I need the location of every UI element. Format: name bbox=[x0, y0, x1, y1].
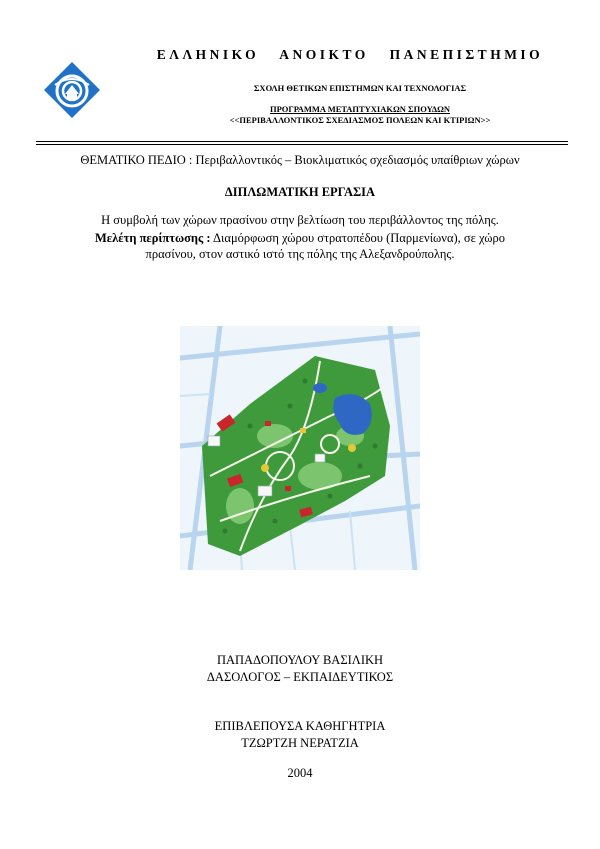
supervisor-block bbox=[0, 718, 600, 752]
program-name bbox=[150, 104, 570, 126]
logo-graphic bbox=[43, 61, 101, 119]
university-logo-icon bbox=[43, 61, 101, 119]
thesis-title: Η συμβολή των χώρων πρασίνου στην βελτίωση του περιβάλλοντος της πόλης. bbox=[101, 213, 499, 227]
author-name: ΠΑΠΑΔΟΠΟΥΛΟΥ ΒΑΣΙΛΙΚΗ bbox=[216, 653, 384, 667]
program-line-2: <<ΠΕΡΙΒΑΛΛΟΝΤΙΚΟΣ ΣΧΕΔΙΑΣΜΟΣ ΠΟΛΕΩΝ ΚΑΙ ΚΤΙΡΙΩΝ>> bbox=[229, 115, 491, 125]
case-study bbox=[70, 230, 530, 262]
case-study-label: Μελέτη περίπτωσης : bbox=[94, 231, 211, 245]
divider-bottom bbox=[36, 144, 568, 145]
case-study-text: Διαμόρφωση χώρου στρατοπέδου (Παρμενίωνα), σε χώρο πρασίνου, στον αστικό ιστό της πόλης της Αλεξανδρούπολης. bbox=[145, 231, 506, 261]
program-line-1: ΠΡΟΓΡΑΜΜΑ ΜΕΤΑΠΤΥΧΙΑΚΩΝ ΣΠΟΥΔΩΝ bbox=[269, 104, 451, 114]
year: 2004 bbox=[287, 766, 313, 780]
supervisor-role: ΕΠΙΒΛΕΠΟΥΣΑ ΚΑΘΗΓΗΤΡΙΑ bbox=[214, 719, 386, 733]
supervisor-name: ΤΖΩΡΤΖΗ ΝΕΡΑΤΖΙΑ bbox=[241, 736, 359, 750]
thesis-label: ΔΙΠΛΩΜΑΤΙΚΗ ΕΡΓΑΣΙΑ bbox=[224, 185, 376, 199]
thematic-field: ΘΕΜΑΤΙΚΟ ΠΕΔΙΟ : Περιβαλλοντικός – Βιοκλιματικός σχεδιασμός υπαίθριων χώρων bbox=[80, 153, 520, 167]
divider-top bbox=[36, 141, 568, 142]
university-name: ΕΛΛΗΝΙΚΟ ΑΝΟΙΚΤΟ ΠΑΝΕΠΙΣΤΗΜΙΟ bbox=[156, 47, 544, 62]
site-plan-graphic bbox=[180, 326, 420, 570]
author-profession: ΔΑΣΟΛΟΓΟΣ – ΕΚΠΑΙΔΕΥΤΙΚΟΣ bbox=[206, 670, 394, 684]
school-name: ΣΧΟΛΗ ΘΕΤΙΚΩΝ ΕΠΙΣΤΗΜΩΝ ΚΑΙ ΤΕΧΝΟΛΟΓΙΑΣ bbox=[253, 83, 467, 93]
park-site-plan-image bbox=[180, 326, 420, 570]
author-block bbox=[0, 652, 600, 686]
